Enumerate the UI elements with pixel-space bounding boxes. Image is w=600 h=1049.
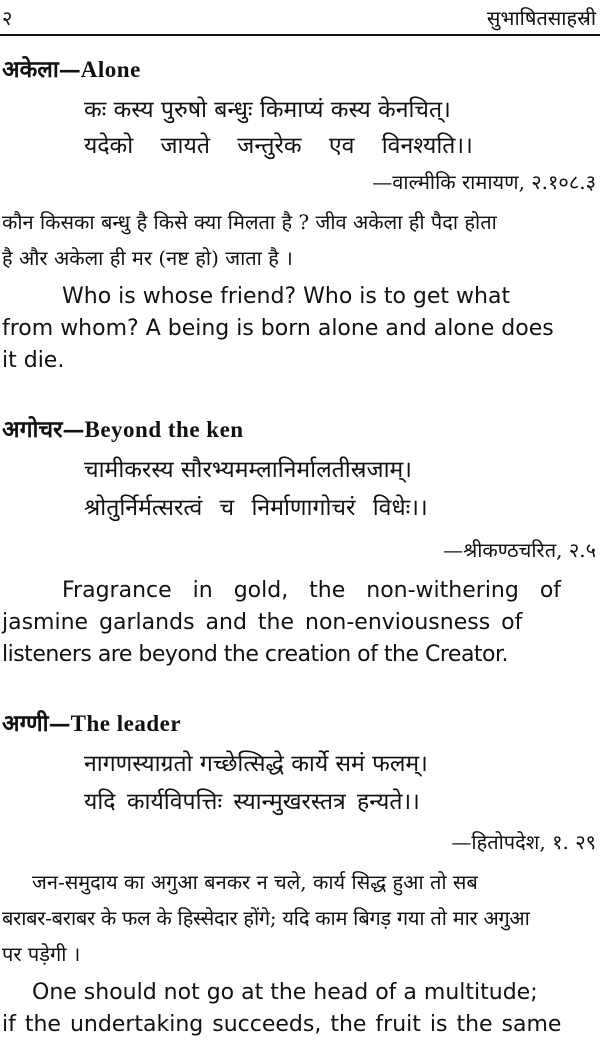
page-header [0,0,600,36]
verse-line: नागणस्याग्रतो गच्छेत्सिद्धे कार्ये समं फलम्। [84,751,428,777]
entry-heading [2,52,141,84]
english-translation-line: if the undertaking succeeds, the fruit is the same [2,1012,562,1037]
page-number: २ [2,6,13,30]
verse-line: श्रोतुर्निर्मत्सरत्वं च निर्माणागोचरं विधेः।। [84,495,428,521]
heading-dash: — [58,57,81,83]
heading-english: The leader [70,711,182,736]
hindi-translation-line: बराबर-बराबर के फल के हिस्सेदार होंगे; यदि काम बिगड़ गया तो मार अगुआ [2,906,530,930]
heading-dash: — [62,417,85,443]
english-translation-line: Fragrance in gold, the non-withering of [62,578,562,603]
hindi-translation-line: कौन किसका बन्धु है किसे क्या मिलता है ? जीव अकेला ही पैदा होता [2,210,497,234]
hindi-translation-line: जन-समुदाय का अगुआ बनकर न चले, कार्य सिद्ध हुआ तो सब [32,870,478,894]
english-translation-line: One should not go at the head of a multitude; [32,980,538,1005]
verse-source: —हितोपदेश, १. २९ [451,830,596,854]
verse-source: —वाल्मीकि रामायण, २.१०८.३ [372,170,596,194]
header-rule [0,34,600,36]
verse-line: कः कस्य पुरुषो बन्धुः किमाप्यं कस्य केनचित्। [84,97,451,123]
heading-english: Beyond the ken [84,417,244,442]
heading-hindi: अकेला [2,56,59,83]
verse-line: चामीकरस्य सौरभ्यमम्लानिर्मालतीस्रजाम्। [84,457,413,483]
verse-source: —श्रीकण्ठचरित, २.५ [443,538,596,562]
entry-heading [2,706,181,738]
heading-hindi: अग्णी [2,710,49,737]
hindi-translation-line: पर पड़ेगी । [2,942,81,966]
english-translation-line: listeners are beyond the creation of the Creator. [2,642,509,667]
heading-english: Alone [80,57,141,82]
entry-heading [2,412,244,444]
verse-line: यदेको जायते जन्तुरेक एव विनश्यति।। [84,133,473,159]
hindi-translation-line: है और अकेला ही मर (नष्ट हो) जाता है । [2,246,293,270]
running-title: सुभाषितसाहस्री [486,6,596,30]
english-translation-line: from whom? A being is born alone and alone does [2,316,554,341]
verse-line: यदि कार्यविपत्तिः स्यान्मुखरस्तत्र हन्यते।। [84,789,420,815]
heading-dash: — [48,711,71,737]
english-translation-line: Who is whose friend? Who is to get what [62,284,511,309]
heading-hindi: अगोचर [2,416,63,443]
english-translation-line: jasmine garlands and the non-enviousness of [2,610,523,635]
english-translation-line: it die. [2,348,65,373]
